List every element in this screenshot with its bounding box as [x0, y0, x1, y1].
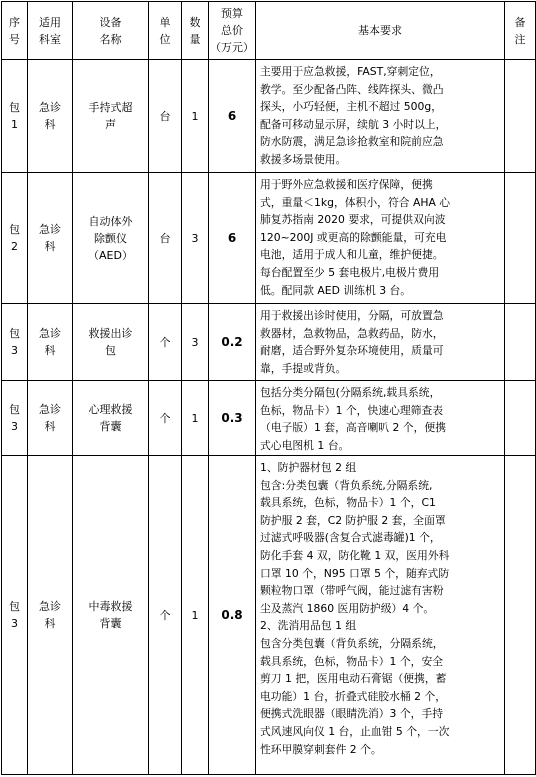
header-device: 设备 名称 — [73, 2, 149, 60]
cell-seq: 包 2 — [2, 173, 28, 304]
cell-unit: 个 — [149, 381, 182, 456]
cell-requirements: 用于野外应急救援和医疗保障，便携 式，重量＜1kg，体积小，符合 AHA 心 肺复苏指南 2020 要求，可提供双向波 120~200J 或更高的除颤能量，可充电 电池，适用于成人和儿童，维护便捷。 每台配置至少 5 套电极片,电极片费用 低。配同款 AED 训练机 3 台。 — [256, 173, 505, 304]
cell-requirements: 主要用于应急救援，FAST,穿刺定位， 教学。至少配备凸阵、线阵探头、微凸 探头，小巧轻便，主机不超过 500g， 配备可移动显示屏，续航 3 小时以上， 防水防震，满足急诊抢救室和院前应急 救援多场景使用。 — [256, 60, 505, 173]
table-row — [2, 173, 536, 304]
cell-unit: 台 — [149, 60, 182, 173]
cell-seq: 包 1 — [2, 60, 28, 173]
cell-qty: 3 — [182, 304, 209, 381]
cell-dept: 急诊 科 — [28, 304, 73, 381]
header-note: 备 注 — [505, 2, 536, 60]
cell-requirements: 包括分类分隔包(分隔系统,载具系统， 色标，物品卡）1 个，快速心理筛查表 （电子版）1 套，高音喇叭 2 个，便携 式心电图机 1 台。 — [256, 381, 505, 456]
cell-device: 心理救援 背囊 — [73, 381, 149, 456]
cell-device: 手持式超 声 — [73, 60, 149, 173]
cell-dept: 急诊 科 — [28, 60, 73, 173]
cell-note — [505, 173, 536, 304]
cell-requirements: 1、防护器材包 2 组 包含:分类包囊（背负系统,分隔系统, 载具系统，色标，物品卡）1 个，C1 防护服 2 套，C2 防护服 2 套，全面罩 过滤式呼吸器(含复合式滤毒罐)1 个， 防化手套 4 双，防化靴 1 双，医用外科 口罩 10 个，N95 口罩 5 个，随弃式防 颗粒物口罩（带呼气阀，能过滤有害粉 尘及蒸汽 1860 医用防护级）4 个。 2、洗消用品包 1 组 包含分类包囊（背负系统，分隔系统， 载具系统，色标，物品卡）1 个，安全 剪刀 1 把，医用电动石膏锯（便携，蓄 电功能）1 台，折叠式硅胶水桶 2 个， 便携式洗眼器（眼睛洗消）3 个，手持 式风速风向仪 1 台，止血钳 5 个，一次 性环甲膜穿刺套件 2 个。 — [256, 456, 505, 775]
cell-budget: 6 — [209, 60, 256, 173]
header-requirements: 基本要求 — [256, 2, 505, 60]
cell-budget: 0.8 — [209, 456, 256, 775]
cell-budget: 6 — [209, 173, 256, 304]
cell-note — [505, 381, 536, 456]
cell-seq: 包 3 — [2, 381, 28, 456]
cell-requirements: 用于救援出诊时使用，分隔，可放置急 救器材，急救物品，急救药品，防水， 耐磨，适合野外复杂环境使用，质量可 靠，手提或背负。 — [256, 304, 505, 381]
table-row — [2, 381, 536, 456]
cell-unit: 个 — [149, 456, 182, 775]
cell-device: 中毒救援 背囊 — [73, 456, 149, 775]
cell-note — [505, 60, 536, 173]
header-unit: 单 位 — [149, 2, 182, 60]
cell-seq: 包 3 — [2, 304, 28, 381]
table-row — [2, 304, 536, 381]
table-row — [2, 60, 536, 173]
cell-device: 救援出诊 包 — [73, 304, 149, 381]
cell-qty: 3 — [182, 173, 209, 304]
header-dept: 适用 科室 — [28, 2, 73, 60]
cell-budget: 0.2 — [209, 304, 256, 381]
header-seq: 序 号 — [2, 2, 28, 60]
cell-dept: 急诊 科 — [28, 173, 73, 304]
table-row — [2, 456, 536, 775]
cell-dept: 急诊 科 — [28, 381, 73, 456]
cell-seq: 包 3 — [2, 456, 28, 775]
header-row — [2, 2, 536, 60]
header-budget: 预算 总价 （万元） — [209, 2, 256, 60]
cell-note — [505, 456, 536, 775]
cell-note — [505, 304, 536, 381]
cell-budget: 0.3 — [209, 381, 256, 456]
cell-device: 自动体外 除颤仪 （AED） — [73, 173, 149, 304]
cell-dept: 急诊 科 — [28, 456, 73, 775]
cell-unit: 台 — [149, 173, 182, 304]
header-qty: 数 量 — [182, 2, 209, 60]
cell-unit: 个 — [149, 304, 182, 381]
cell-qty: 1 — [182, 456, 209, 775]
cell-qty: 1 — [182, 60, 209, 173]
cell-qty: 1 — [182, 381, 209, 456]
equipment-table — [1, 1, 536, 775]
